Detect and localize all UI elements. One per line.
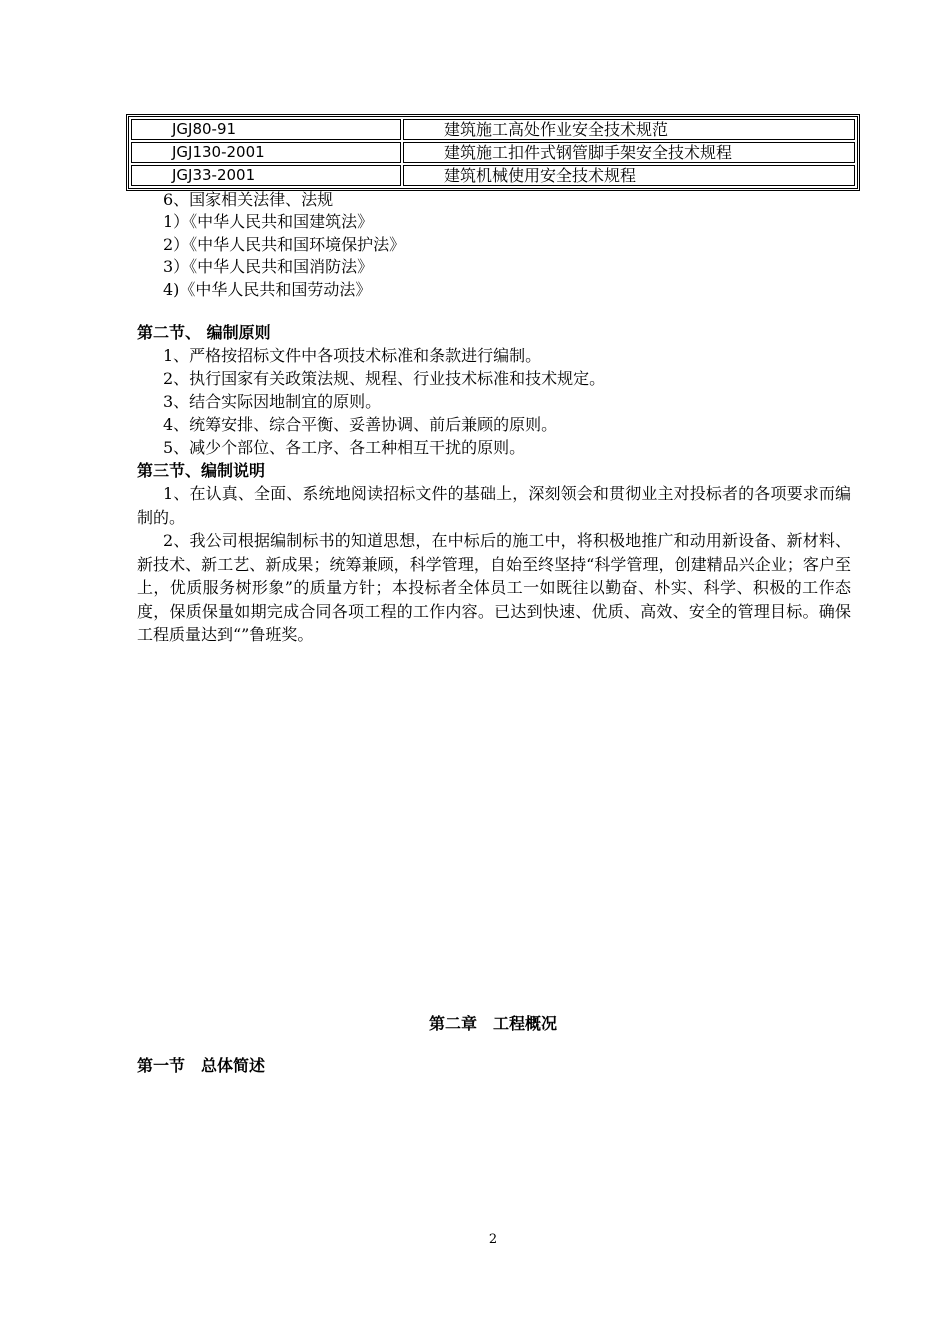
section3-title: 第三节、编制说明	[137, 461, 266, 480]
page-number: 2	[488, 1232, 498, 1247]
principle-item: 3、结合实际因地制宜的原则。	[163, 392, 382, 411]
standard-name: 建筑施工高处作业安全技术规范	[403, 119, 855, 140]
standard-code: JGJ80-91	[131, 119, 401, 140]
law-item: 1）《中华人民共和国建筑法》	[163, 212, 374, 231]
table-row	[131, 165, 855, 186]
standard-code: JGJ33-2001	[131, 165, 401, 186]
standard-code: JGJ130-2001	[131, 142, 401, 163]
laws-heading: 6、国家相关法律、法规	[163, 190, 334, 209]
principle-item: 5、减少个部位、各工序、各工种相互干扰的原则。	[163, 438, 526, 457]
standards-table	[126, 114, 860, 191]
table-row	[131, 142, 855, 163]
standard-name: 建筑机械使用安全技术规程	[403, 165, 855, 186]
section3-body	[137, 482, 851, 647]
table-row	[131, 119, 855, 140]
law-item: 3）《中华人民共和国消防法》	[163, 257, 374, 276]
paragraph: 2、我公司根据编制标书的知道思想，在中标后的施工中，将积极地推广和动用新设备、新材料、新技术、新工艺、新成果；统筹兼顾，科学管理，自始至终坚持“科学管理，创建精品兴企业；客户至上，优质服务树形象”的质量方针；本投标者全体员工一如既往以勤奋、朴实、科学、积极的工作态度，保质保量如期完成合同各项工程的工作内容。已达到快速、优质、高效、安全的管理目标。确保工程质量达到“”鲁班奖。	[137, 531, 851, 644]
section2-title: 第二节、 编制原则	[137, 323, 271, 342]
section1-title: 第一节 总体简述	[137, 1056, 266, 1075]
chapter-title: 第二章 工程概况	[428, 1014, 557, 1033]
law-item: 4)《中华人民共和国劳动法》	[163, 280, 372, 299]
law-item: 2）《中华人民共和国环境保护法》	[163, 235, 406, 254]
principle-item: 4、统筹安排、综合平衡、妥善协调、前后兼顾的原则。	[163, 415, 558, 434]
paragraph: 1、在认真、全面、系统地阅读招标文件的基础上，深刻领会和贯彻业主对投标者的各项要求而编制的。	[137, 484, 851, 527]
standard-name: 建筑施工扣件式钢管脚手架安全技术规程	[403, 142, 855, 163]
principle-item: 1、严格按招标文件中各项技术标准和条款进行编制。	[163, 346, 542, 365]
principle-item: 2、执行国家有关政策法规、规程、行业技术标准和技术规定。	[163, 369, 606, 388]
